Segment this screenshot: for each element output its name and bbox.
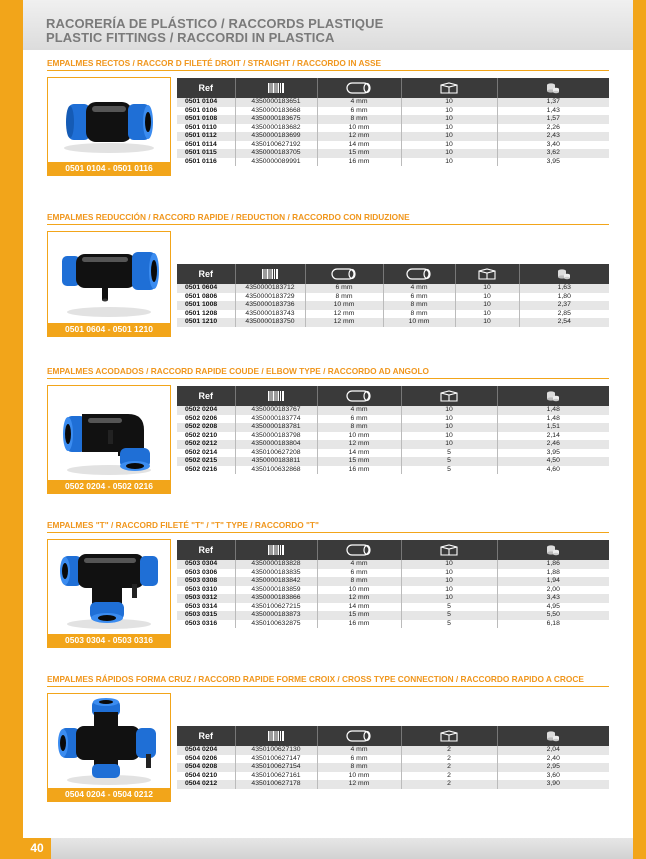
price-coins-icon	[497, 386, 609, 406]
page-number: 40	[23, 838, 51, 859]
t-fitting-image	[48, 540, 170, 634]
tube-diameter-icon	[317, 386, 401, 406]
table-row: 0501 0106 4350000183668 6 mm 10 1,43	[177, 107, 609, 116]
table-row: 0501 0108 4350000183675 8 mm 10 1,57	[177, 115, 609, 124]
table-row: 0504 0204 4350100627130 4 mm 2 2,04	[177, 746, 609, 755]
table-row: 0501 0112 4350000183699 12 mm 10 2,43	[177, 132, 609, 141]
table-row: 0503 0310 4350000183859 10 mm 10 2,00	[177, 586, 609, 595]
section-title-main: EMPALMES REDUCCIÓN	[47, 212, 146, 222]
section-title-main: EMPALMES ACODADOS	[47, 366, 144, 376]
tube-diameter-icon	[305, 264, 383, 284]
column-ref: Ref	[177, 264, 235, 284]
price-coins-icon	[497, 540, 609, 560]
section-reduction	[47, 212, 611, 342]
product-table-reduction	[177, 264, 609, 327]
barcode-icon	[235, 726, 317, 746]
table-row: 0501 1210 4350000183750 12 mm 10 mm 10 2,54	[177, 318, 609, 327]
table-row: 0504 0210 4350100627161 10 mm 2 3,60	[177, 772, 609, 781]
table-row: 0503 0306 4350000183835 6 mm 10 1,88	[177, 569, 609, 578]
table-row: 0504 0206 4350100627147 6 mm 2 2,40	[177, 755, 609, 764]
price-coins-icon	[497, 78, 609, 98]
table-row: 0501 0116 4350000089991 16 mm 10 3,95	[177, 158, 609, 167]
section-t-type	[47, 520, 611, 650]
product-range-caption: 0503 0304 - 0503 0316	[48, 634, 170, 647]
barcode-icon	[235, 540, 317, 560]
tube-diameter-icon	[317, 726, 401, 746]
table-row: 0502 0214 4350100627208 14 mm 5 3,95	[177, 449, 609, 458]
product-photo-straight	[47, 77, 171, 176]
table-row: 0501 0110 4350000183682 10 mm 10 2,26	[177, 124, 609, 133]
section-title-translations: / RACCORD FILETÉ "T" / "T" TYPE / RACCORDO "T"	[108, 520, 319, 530]
section-title-translations: / RACCORD RAPIDE FORME CROIX / CROSS TYPE CONNECTION / RACCORDO RAPIDO A CROCE	[191, 674, 584, 684]
footer-strip	[51, 838, 633, 859]
product-range-caption: 0501 0604 - 0501 1210	[48, 323, 170, 336]
left-orange-bar	[0, 0, 23, 859]
section-straight	[47, 58, 611, 188]
reduction-fitting-image	[48, 232, 170, 323]
product-photo-cross	[47, 693, 171, 802]
page-header	[23, 0, 633, 50]
table-row: 0501 0114 4350100627192 14 mm 10 3,40	[177, 141, 609, 150]
column-ref: Ref	[177, 78, 235, 98]
table-row: 0502 0215 4350000183811 15 mm 5 4,50	[177, 457, 609, 466]
package-quantity-icon	[455, 264, 519, 284]
straight-fitting-image	[48, 78, 170, 162]
section-cross	[47, 674, 611, 814]
table-row: 0502 0216 4350100632868 16 mm 5 4,60	[177, 466, 609, 475]
product-table-cross	[177, 726, 609, 789]
package-quantity-icon	[401, 78, 497, 98]
table-row: 0503 0314 4350100627215 14 mm 5 4,95	[177, 603, 609, 612]
table-row: 0501 0104 4350000183651 4 mm 10 1,37	[177, 98, 609, 107]
table-row: 0504 0212 4350100627178 12 mm 2 3,90	[177, 780, 609, 789]
product-photo-elbow	[47, 385, 171, 494]
table-row: 0502 0208 4350000183781 8 mm 10 1,51	[177, 423, 609, 432]
section-title-translations: / RACCORD RAPIDE COUDE / ELBOW TYPE / RACCORDO AD ANGOLO	[143, 366, 429, 376]
right-orange-bar	[633, 0, 646, 859]
column-ref: Ref	[177, 540, 235, 560]
header-title-line1: RACORERÍA DE PLÁSTICO / RACCORDS PLASTIQUE	[46, 16, 384, 31]
product-range-caption: 0501 0104 - 0501 0116	[48, 162, 170, 175]
elbow-fitting-image	[48, 386, 170, 480]
product-table-elbow	[177, 386, 609, 474]
table-row: 0502 0204 4350000183767 4 mm 10 1,48	[177, 406, 609, 415]
tube-diameter-icon	[317, 540, 401, 560]
product-table-straight	[177, 78, 609, 166]
product-photo-reduction	[47, 231, 171, 337]
table-row: 0503 0312 4350000183866 12 mm 10 3,43	[177, 594, 609, 603]
section-title-main: EMPALMES RÁPIDOS FORMA CRUZ	[47, 674, 192, 684]
table-row: 0503 0316 4350100632875 16 mm 5 6,18	[177, 620, 609, 629]
tube-diameter-icon	[383, 264, 455, 284]
section-title-translations: / RACCORD RAPIDE / REDUCTION / RACCORDO CON RIDUZIONE	[145, 212, 410, 222]
product-range-caption: 0502 0204 - 0502 0216	[48, 480, 170, 493]
barcode-icon	[235, 264, 305, 284]
column-ref: Ref	[177, 386, 235, 406]
table-row: 0503 0308 4350000183842 8 mm 10 1,94	[177, 577, 609, 586]
section-title-main: EMPALMES "T"	[47, 520, 109, 530]
header-title-line2: PLASTIC FITTINGS / RACCORDI IN PLASTICA	[46, 30, 335, 45]
product-range-caption: 0504 0204 - 0504 0212	[48, 788, 170, 801]
section-title-main: EMPALMES RECTOS	[47, 58, 131, 68]
table-row: 0501 0806 4350000183729 8 mm 6 mm 10 1,80	[177, 293, 609, 302]
cross-fitting-image	[48, 694, 170, 788]
barcode-icon	[235, 386, 317, 406]
table-row: 0502 0212 4350000183804 12 mm 10 2,46	[177, 440, 609, 449]
package-quantity-icon	[401, 726, 497, 746]
price-coins-icon	[519, 264, 609, 284]
table-row: 0503 0304 4350000183828 4 mm 10 1,86	[177, 560, 609, 569]
package-quantity-icon	[401, 386, 497, 406]
table-row: 0501 0115 4350000183705 15 mm 10 3,62	[177, 149, 609, 158]
product-photo-t-type	[47, 539, 171, 648]
section-elbow	[47, 366, 611, 496]
package-quantity-icon	[401, 540, 497, 560]
table-row: 0501 1208 4350000183743 12 mm 8 mm 10 2,85	[177, 310, 609, 319]
barcode-icon	[235, 78, 317, 98]
table-row: 0502 0206 4350000183774 6 mm 10 1,48	[177, 415, 609, 424]
tube-diameter-icon	[317, 78, 401, 98]
table-row: 0502 0210 4350000183798 10 mm 10 2,14	[177, 432, 609, 441]
product-table-t-type	[177, 540, 609, 628]
column-ref: Ref	[177, 726, 235, 746]
table-row: 0501 0604 4350000183712 6 mm 4 mm 10 1,63	[177, 284, 609, 293]
table-row: 0504 0208 4350100627154 8 mm 2 2,95	[177, 763, 609, 772]
table-row: 0501 1008 4350000183736 10 mm 8 mm 10 2,37	[177, 301, 609, 310]
section-title-translations: / RACCOR D FILETÉ DROIT / STRAIGHT / RACCORDO IN ASSE	[130, 58, 382, 68]
price-coins-icon	[497, 726, 609, 746]
table-row: 0503 0315 4350000183873 15 mm 5 5,50	[177, 611, 609, 620]
